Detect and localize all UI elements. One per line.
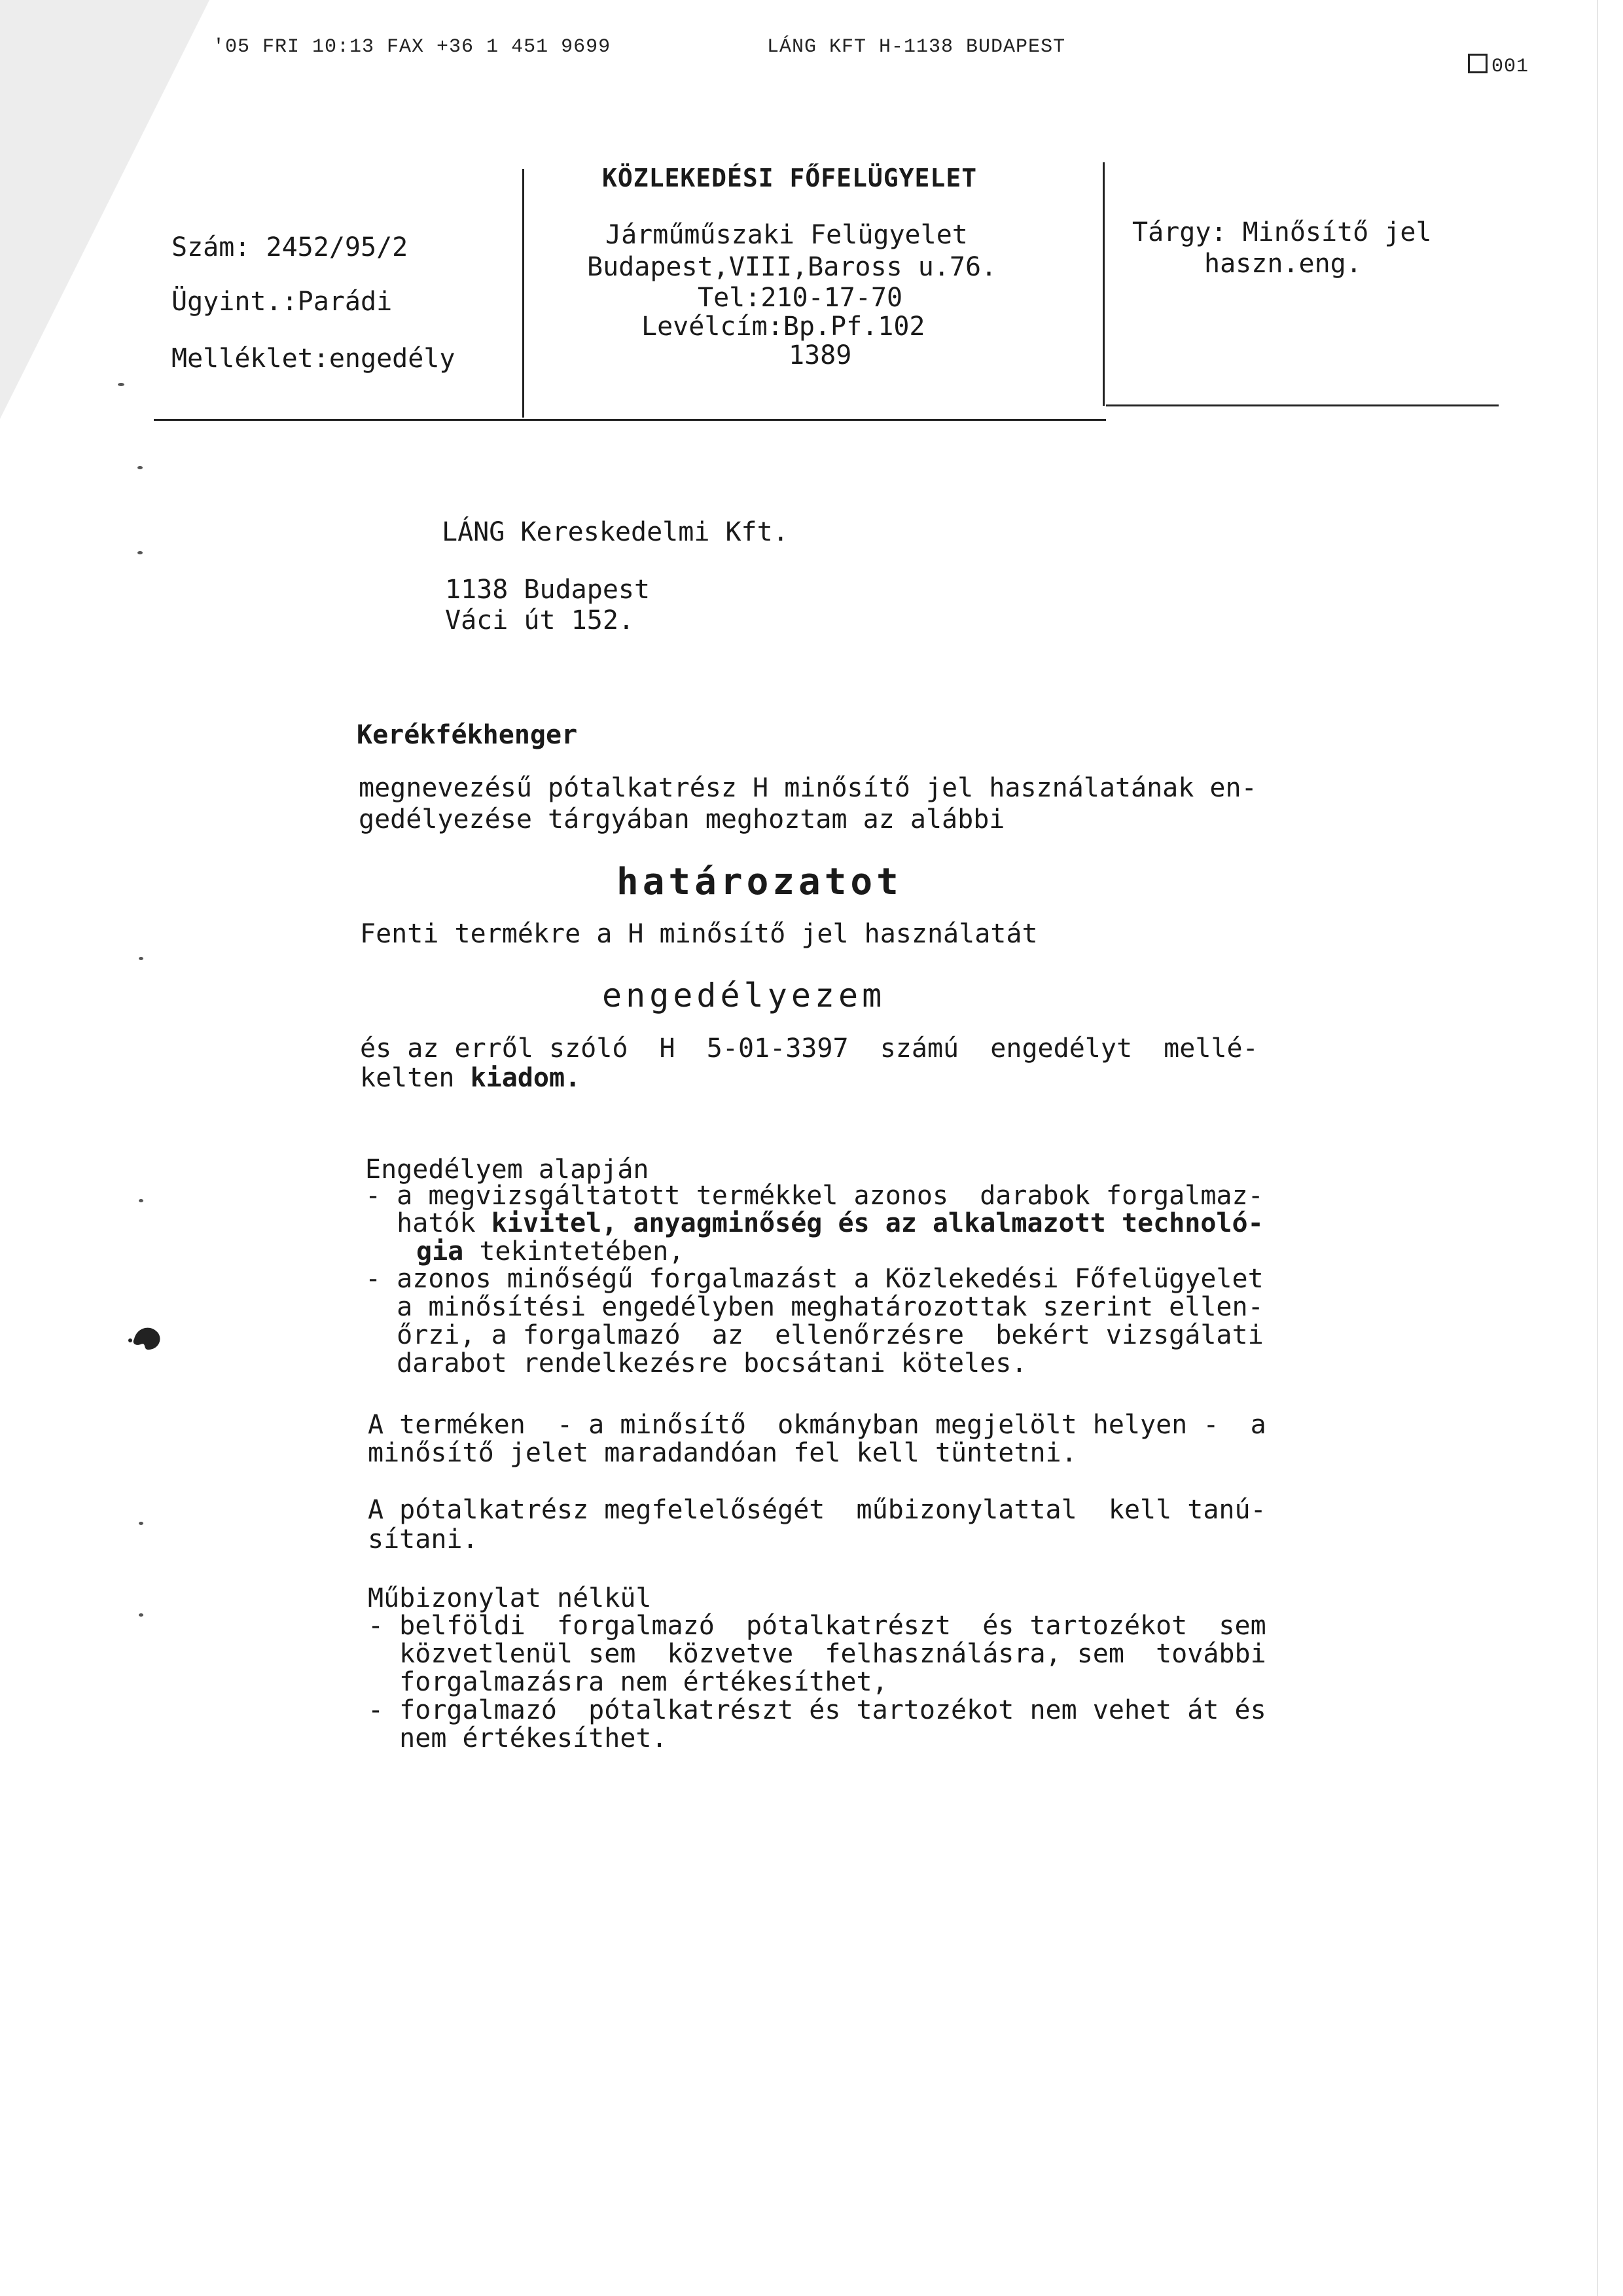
scan-speck [139, 1613, 143, 1617]
scan-speck [137, 551, 143, 554]
basis-item-2-line-4: darabot rendelkezésre bocsátani köteles. [365, 1348, 1027, 1378]
recipient-street: Váci út 152. [445, 605, 634, 636]
no-certificate-heading: Műbizonylat nélkül [368, 1583, 652, 1613]
product-name: Kerékfékhenger [357, 720, 578, 750]
authority-name: KÖZLEKEDÉSI FŐFELÜGYELET [602, 164, 978, 192]
checkbox-icon [1468, 54, 1488, 73]
basis-heading: Engedélyem alapján [365, 1155, 649, 1185]
fax-timestamp: '05 FRI 10:13 FAX +36 1 451 9699 [213, 36, 611, 58]
authority-phone: Tel:210-17-70 [698, 283, 903, 313]
scan-speck [118, 383, 124, 386]
recipient-city: 1138 Budapest [445, 575, 651, 605]
attachment: Melléklet:engedély [171, 344, 455, 374]
decision-heading: határozatot [616, 861, 902, 903]
scan-speck [139, 957, 143, 960]
authority-postcode: 1389 [789, 340, 852, 370]
basis-item-2-line-2: a minősítési engedélyben meghatározottak szerint ellen- [365, 1292, 1264, 1322]
letterhead-divider-left [522, 169, 524, 418]
issue-line-1: és az erről szóló H 5-01-3397 számú engedélyt mellé- [360, 1033, 1258, 1064]
letterhead-divider-right [1103, 162, 1105, 406]
authority-address: Budapest,VIII,Baross u.76. [587, 252, 997, 282]
scan-speck [139, 1199, 143, 1202]
marking-line-2: minősítő jelet maradandóan fel kell tüntetni. [368, 1438, 1077, 1468]
basis-emphasis: kivitel, anyagminőség és az alkalmazott technoló- [491, 1208, 1264, 1238]
basis-emphasis-cont: gia [416, 1236, 464, 1266]
intro-line-2: gedélyezése tárgyában meghoztam az alábbi [359, 804, 1005, 834]
scan-speck [139, 1522, 143, 1525]
decision-text: Fenti termékre a H minősítő jel használatát [360, 919, 1038, 949]
ink-blot-icon [128, 1322, 166, 1354]
basis-item-2-line-3: őrzi, a forgalmazó az ellenőrzésre bekért vizsgálati [365, 1320, 1264, 1350]
scan-edge [1597, 0, 1598, 2296]
no-certificate-item-2-line-1: - forgalmazó pótalkatrészt és tartozékot nem vehet át és [368, 1695, 1266, 1725]
issue-text: kelten [360, 1063, 471, 1093]
approval-word: engedélyezem [602, 977, 886, 1014]
issue-emphasis: kiadom. [470, 1063, 581, 1093]
no-certificate-item-1-line-2: közvetlenül sem közvetve felhasználásra, sem további [368, 1639, 1266, 1669]
intro-line-1: megnevezésű pótalkatrész H minősítő jel használatának en- [359, 773, 1257, 803]
fax-page-indicator [1443, 31, 1529, 78]
basis-text-cont: tekintetében, [463, 1236, 685, 1266]
authority-department: Járműműszaki Felügyelet [605, 220, 968, 250]
basis-item-2-line-1: - azonos minőségű forgalmazást a Közlekedési Főfelügyelet [365, 1264, 1264, 1294]
basis-text: hatók [365, 1208, 491, 1238]
recipient-name: LÁNG Kereskedelmi Kft. [442, 517, 789, 547]
fax-page-number: 001 [1491, 56, 1529, 78]
subject-label: Tárgy: Minősítő jel [1132, 217, 1432, 247]
issue-line-2 [360, 1064, 580, 1092]
marking-line-1: A terméken - a minősítő okmányban megjelölt helyen - a [368, 1410, 1266, 1440]
basis-item-1-line-3 [365, 1237, 684, 1266]
reference-number: Szám: 2452/95/2 [171, 232, 408, 262]
no-certificate-item-2-line-2: nem értékesíthet. [368, 1723, 668, 1753]
scan-speck [137, 466, 143, 469]
certificate-line-1: A pótalkatrész megfelelőségét műbizonylattal kell tanú- [368, 1495, 1266, 1525]
subject-value: haszn.eng. [1204, 249, 1362, 279]
basis-item-1-line-2 [365, 1209, 1264, 1238]
fax-sender: LÁNG KFT H-1138 BUDAPEST [767, 36, 1066, 58]
letterhead-bottom-rule [154, 419, 1106, 421]
no-certificate-item-1-line-3: forgalmazásra nem értékesíthet, [368, 1667, 888, 1697]
basis-item-1-line-1: - a megvizsgáltatott termékkel azonos darabok forgalmaz- [365, 1181, 1264, 1211]
no-certificate-item-1-line-1: - belföldi forgalmazó pótalkatrészt és tartozékot sem [368, 1611, 1266, 1641]
certificate-line-2: sítani. [368, 1524, 478, 1554]
authority-postbox: Levélcím:Bp.Pf.102 [641, 312, 925, 342]
case-officer: Ügyint.:Parádi [171, 287, 393, 317]
letterhead-bottom-rule-right [1106, 404, 1499, 406]
